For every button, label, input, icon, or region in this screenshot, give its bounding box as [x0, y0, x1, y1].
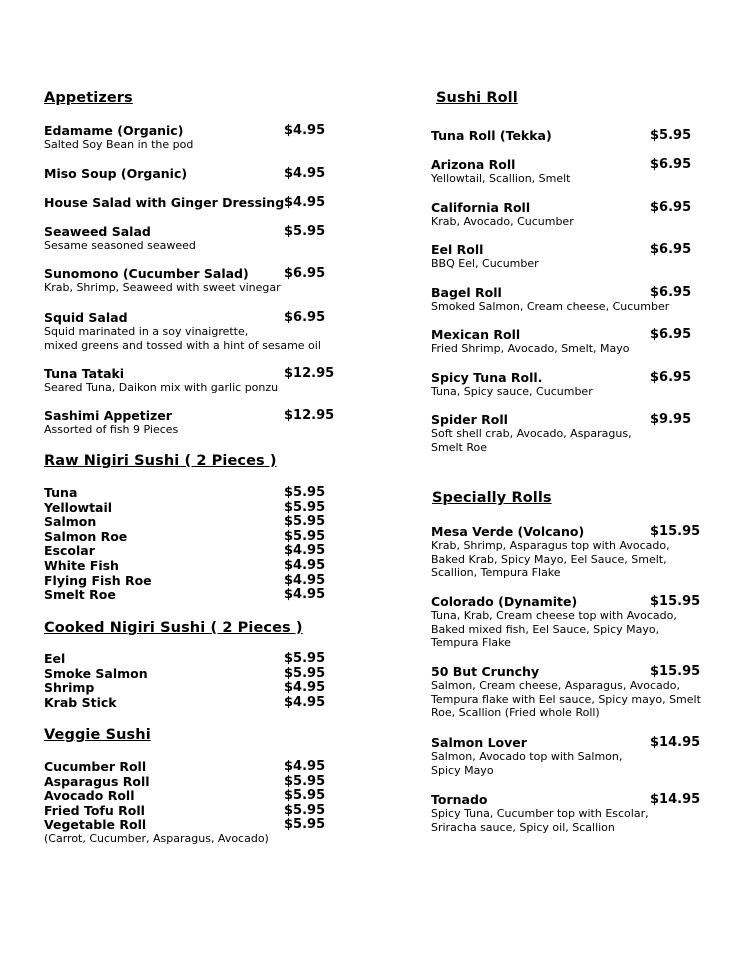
- item-name: Tornado: [431, 792, 488, 807]
- menu-item: [44, 366, 334, 395]
- item-name: Krab Stick: [44, 694, 117, 710]
- item-description: Squid marinated in a soy vinaigrette,: [44, 325, 249, 338]
- item-price: $5.95: [284, 224, 326, 239]
- menu-item: [431, 370, 721, 399]
- item-name: Tuna Tataki: [44, 366, 125, 381]
- item-price: $5.95: [284, 665, 326, 681]
- item-name: Vegetable Roll: [44, 817, 147, 833]
- item-description: mixed greens and tossed with a hint of sesame oil: [44, 338, 321, 352]
- item-name: Salmon Lover: [431, 735, 527, 750]
- item-description: Roe, Scallion (Fried whole Roll): [431, 706, 600, 719]
- raw-nigiri-list: [44, 486, 334, 603]
- item-name: Squid Salad: [44, 310, 128, 325]
- item-description: Tuna, Spicy sauce, Cucumber: [431, 385, 593, 398]
- item-name: Shrimp: [44, 680, 95, 696]
- item-name: Bagel Roll: [431, 285, 502, 300]
- item-price: $4.95: [284, 680, 326, 696]
- menu-item: [431, 594, 721, 650]
- menu-item: [431, 128, 721, 143]
- menu-item: [431, 524, 721, 580]
- item-price: $5.95: [284, 485, 326, 500]
- veggie-note: (Carrot, Cucumber, Asparagus, Avocado): [44, 832, 269, 845]
- item-name: Asparagus Roll: [44, 773, 150, 789]
- item-price: $4.95: [284, 557, 326, 573]
- menu-item: [44, 123, 334, 152]
- item-name: Miso Soup (Organic): [44, 166, 188, 181]
- item-description: Tempura flake with Eel sauce, Spicy mayo, Smelt: [431, 692, 701, 706]
- item-name: Mexican Roll: [431, 327, 521, 342]
- menu-item: [431, 157, 721, 186]
- menu-item: [431, 242, 721, 271]
- item-price: $4.95: [284, 587, 326, 603]
- item-description: Baked mixed fish, Eel Sauce, Spicy Mayo,: [431, 622, 660, 636]
- item-name: Cucumber Roll: [44, 759, 147, 774]
- item-price: $15.95: [650, 664, 701, 679]
- veggie-heading: Veggie Sushi: [44, 727, 151, 743]
- item-name: Seaweed Salad: [44, 224, 151, 239]
- cooked-nigiri-heading: Cooked Nigiri Sushi ( 2 Pieces ): [44, 620, 303, 636]
- list-item: [44, 486, 334, 501]
- item-description: Soft shell crab, Avocado, Asparagus,: [431, 427, 632, 440]
- item-price: $5.95: [650, 128, 692, 143]
- item-price: $12.95: [284, 408, 335, 423]
- menu-item: [44, 224, 334, 253]
- item-description: Smoked Salmon, Cream cheese, Cucumber: [431, 300, 670, 313]
- item-price: $5.95: [284, 773, 326, 789]
- list-item: [44, 530, 334, 545]
- item-name: Fried Tofu Roll: [44, 802, 145, 818]
- item-price: $9.95: [650, 412, 692, 427]
- list-item: [44, 574, 334, 589]
- item-name: Flying Fish Roe: [44, 572, 152, 588]
- item-price: $5.95: [284, 499, 326, 515]
- menu-item: [44, 195, 334, 210]
- item-name: Eel: [44, 651, 66, 666]
- menu-item: [44, 166, 334, 181]
- item-description: BBQ Eel, Cucumber: [431, 257, 539, 270]
- item-name: House Salad with Ginger Dressing: [44, 195, 285, 210]
- item-description: Sriracha sauce, Spicy oil, Scallion: [431, 820, 615, 834]
- cooked-nigiri-list: [44, 652, 334, 710]
- list-item: [44, 789, 334, 804]
- item-name: Spider Roll: [431, 412, 508, 427]
- item-name: Sashimi Appetizer: [44, 408, 172, 423]
- list-item: [44, 681, 334, 696]
- raw-nigiri-heading: Raw Nigiri Sushi ( 2 Pieces ): [44, 453, 277, 469]
- item-price: $6.95: [650, 370, 692, 385]
- menu-item: [431, 664, 721, 720]
- list-item: [44, 588, 334, 603]
- item-description: Krab, Avocado, Cucumber: [431, 215, 574, 228]
- list-item: [44, 760, 334, 775]
- item-name: California Roll: [431, 200, 531, 215]
- item-description: Yellowtail, Scallion, Smelt: [431, 172, 571, 185]
- list-item: [44, 804, 334, 819]
- item-name: Salmon: [44, 514, 97, 530]
- item-name: Mesa Verde (Volcano): [431, 524, 585, 539]
- item-price: $5.95: [284, 817, 326, 833]
- item-price: $15.95: [650, 594, 701, 609]
- item-name: Smelt Roe: [44, 587, 116, 603]
- item-price: $6.95: [284, 310, 326, 325]
- list-item: [44, 544, 334, 559]
- list-item: [44, 818, 334, 833]
- item-price: $4.95: [284, 694, 326, 710]
- item-price: $14.95: [650, 792, 701, 807]
- item-description: Baked Krab, Spicy Mayo, Eel Sauce, Smelt,: [431, 552, 667, 566]
- item-price: $5.95: [284, 514, 326, 530]
- menu-item: [44, 266, 334, 295]
- list-item: [44, 667, 334, 682]
- item-price: $5.95: [284, 651, 326, 666]
- menu-item: [431, 327, 721, 356]
- menu-item: [431, 735, 721, 777]
- item-description: Salmon, Cream cheese, Asparagus, Avocado,: [431, 679, 680, 692]
- list-item: [44, 775, 334, 790]
- item-price: $5.95: [284, 528, 326, 544]
- item-name: 50 But Crunchy: [431, 664, 540, 679]
- item-price: $4.95: [284, 572, 326, 588]
- item-name: Avocado Roll: [44, 788, 135, 804]
- item-name: Arizona Roll: [431, 157, 516, 172]
- item-description: Seared Tuna, Daikon mix with garlic ponzu: [44, 381, 279, 394]
- item-name: Yellowtail: [44, 499, 113, 515]
- item-price: $15.95: [650, 524, 701, 539]
- menu-item: [44, 408, 334, 437]
- item-price: $4.95: [284, 543, 326, 559]
- item-name: Salmon Roe: [44, 528, 128, 544]
- item-price: $6.95: [650, 327, 692, 342]
- list-item: [44, 696, 334, 711]
- item-description: Spicy Tuna, Cucumber top with Escolar,: [431, 807, 649, 820]
- item-description: Sesame seasoned seaweed: [44, 239, 196, 252]
- item-name: Sunomono (Cucumber Salad): [44, 266, 249, 281]
- item-price: $4.95: [284, 195, 326, 210]
- item-description: Fried Shrimp, Avocado, Smelt, Mayo: [431, 342, 630, 355]
- item-name: Eel Roll: [431, 242, 484, 257]
- item-name: Colorado (Dynamite): [431, 594, 578, 609]
- specialty-rolls-heading: Specially Rolls: [432, 490, 552, 506]
- item-description: Tuna, Krab, Cream cheese top with Avocado,: [431, 609, 677, 622]
- menu-item: [44, 310, 334, 352]
- item-price: $14.95: [650, 735, 701, 750]
- item-price: $4.95: [284, 759, 326, 774]
- item-price: $12.95: [284, 366, 335, 381]
- item-price: $6.95: [650, 157, 692, 172]
- item-price: $4.95: [284, 123, 326, 138]
- item-description: Smelt Roe: [431, 440, 487, 454]
- item-name: Tuna: [44, 485, 78, 500]
- item-name: Spicy Tuna Roll.: [431, 370, 543, 385]
- item-description: Salmon, Avocado top with Salmon,: [431, 750, 623, 763]
- appetizers-heading: Appetizers: [44, 90, 133, 106]
- item-name: Escolar: [44, 543, 95, 559]
- item-price: $5.95: [284, 802, 326, 818]
- list-item: [44, 515, 334, 530]
- item-price: $6.95: [650, 285, 692, 300]
- item-name: White Fish: [44, 557, 119, 573]
- menu-item: [431, 285, 721, 314]
- menu-item: [431, 412, 721, 454]
- item-description: Spicy Mayo: [431, 763, 494, 777]
- item-description: Krab, Shrimp, Seaweed with sweet vinegar: [44, 281, 281, 294]
- item-description: Krab, Shrimp, Asparagus top with Avocado,: [431, 539, 670, 552]
- menu-item: [431, 792, 721, 834]
- list-item: [44, 559, 334, 574]
- item-description: Salted Soy Bean in the pod: [44, 138, 194, 151]
- item-price: $6.95: [284, 266, 326, 281]
- item-name: Tuna Roll (Tekka): [431, 128, 552, 143]
- sushi-roll-heading: Sushi Roll: [436, 90, 518, 106]
- item-price: $6.95: [650, 242, 692, 257]
- item-price: $6.95: [650, 200, 692, 215]
- item-description: Tempura Flake: [431, 636, 511, 649]
- list-item: [44, 652, 334, 667]
- item-price: $4.95: [284, 166, 326, 181]
- item-name: Edamame (Organic): [44, 123, 184, 138]
- list-item: [44, 501, 334, 516]
- item-description: Assorted of fish 9 Pieces: [44, 423, 179, 436]
- item-description: Scallion, Tempura Flake: [431, 566, 561, 579]
- menu-item: [431, 200, 721, 229]
- veggie-list: [44, 760, 334, 833]
- item-name: Smoke Salmon: [44, 665, 148, 681]
- item-price: $5.95: [284, 788, 326, 804]
